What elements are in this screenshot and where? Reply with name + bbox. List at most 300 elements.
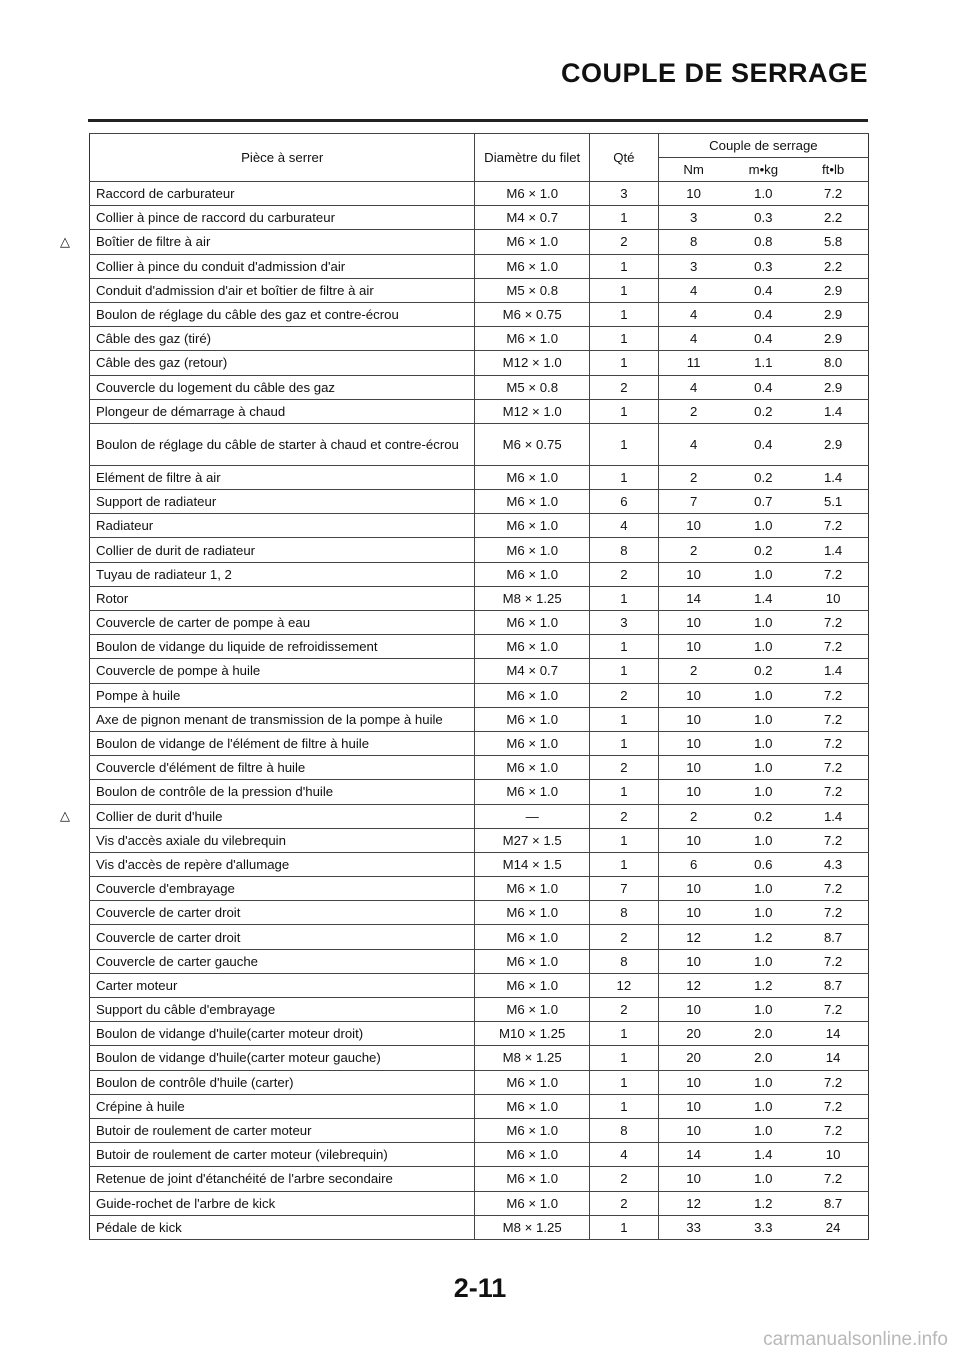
col-header-diameter: Diamètre du filet — [475, 134, 590, 182]
watermark: carmanualsonline.info — [763, 1329, 948, 1350]
cell-ftlb: 8.7 — [798, 1191, 868, 1215]
cell-ftlb: 7.2 — [798, 901, 868, 925]
cell-ftlb: 8.0 — [798, 351, 868, 375]
cell-ftlb: 2.2 — [798, 254, 868, 278]
table-row — [90, 1215, 869, 1239]
cell-diameter: M6 × 1.0 — [475, 877, 590, 901]
table-row — [90, 514, 869, 538]
cell-ftlb: 7.2 — [798, 707, 868, 731]
cell-ftlb: 8.7 — [798, 925, 868, 949]
cell-mkg: 1.0 — [728, 514, 798, 538]
cell-ftlb: 7.2 — [798, 780, 868, 804]
cell-part: Retenue de joint d'étanchéité de l'arbre secondaire — [90, 1167, 475, 1191]
cell-qty: 1 — [590, 327, 659, 351]
cell-part: Carter moteur — [90, 973, 475, 997]
cell-qty: 1 — [590, 635, 659, 659]
cell-nm: 14 — [658, 1143, 728, 1167]
cell-nm: 2 — [658, 538, 728, 562]
cell-mkg: 1.0 — [728, 756, 798, 780]
cell-diameter: M6 × 1.0 — [475, 780, 590, 804]
cell-qty: 1 — [590, 1070, 659, 1094]
cell-diameter: M6 × 1.0 — [475, 973, 590, 997]
cell-ftlb: 7.2 — [798, 562, 868, 586]
cell-mkg: 0.3 — [728, 206, 798, 230]
cell-part: Elément de filtre à air — [90, 465, 475, 489]
table-row — [90, 490, 869, 514]
cell-part: Collier de durit de radiateur — [90, 538, 475, 562]
cell-mkg: 0.4 — [728, 302, 798, 326]
page-title: COUPLE DE SERRAGE — [560, 58, 868, 88]
cell-nm: 10 — [658, 780, 728, 804]
cell-qty: 4 — [590, 514, 659, 538]
cell-diameter: M6 × 0.75 — [475, 423, 590, 465]
cell-part: Couvercle du logement du câble des gaz — [90, 375, 475, 399]
cell-ftlb: 7.2 — [798, 182, 868, 206]
cell-qty: 1 — [590, 852, 659, 876]
cell-ftlb: 10 — [798, 586, 868, 610]
cell-ftlb: 7.2 — [798, 611, 868, 635]
cell-part: Tuyau de radiateur 1, 2 — [90, 562, 475, 586]
cell-qty: 2 — [590, 375, 659, 399]
cell-qty: 3 — [590, 182, 659, 206]
cell-mkg: 1.0 — [728, 707, 798, 731]
cell-mkg: 1.4 — [728, 586, 798, 610]
table-row — [90, 877, 869, 901]
cell-qty: 6 — [590, 490, 659, 514]
table-row — [90, 586, 869, 610]
cell-part: Vis d'accès axiale du vilebrequin — [90, 828, 475, 852]
cell-mkg: 1.0 — [728, 182, 798, 206]
table-row — [90, 538, 869, 562]
cell-ftlb: 7.2 — [798, 828, 868, 852]
cell-nm: 14 — [658, 586, 728, 610]
cell-ftlb: 2.9 — [798, 423, 868, 465]
cell-qty: 2 — [590, 562, 659, 586]
cell-nm: 6 — [658, 852, 728, 876]
cell-nm: 10 — [658, 901, 728, 925]
cell-qty: 1 — [590, 659, 659, 683]
caution-triangle-icon: △ — [60, 233, 70, 249]
cell-nm: 7 — [658, 490, 728, 514]
cell-mkg: 3.3 — [728, 1215, 798, 1239]
cell-part: Boulon de vidange du liquide de refroidissement — [90, 635, 475, 659]
cell-mkg: 1.1 — [728, 351, 798, 375]
cell-qty: 2 — [590, 1167, 659, 1191]
cell-nm: 4 — [658, 278, 728, 302]
table-row — [90, 423, 869, 465]
cell-qty: 1 — [590, 351, 659, 375]
cell-mkg: 1.0 — [728, 683, 798, 707]
cell-nm: 10 — [658, 707, 728, 731]
table-row — [90, 1070, 869, 1094]
table-row — [90, 230, 869, 254]
cell-mkg: 1.0 — [728, 901, 798, 925]
cell-part: Boulon de vidange de l'élément de filtre à huile — [90, 731, 475, 755]
cell-qty: 4 — [590, 1143, 659, 1167]
cell-ftlb: 7.2 — [798, 877, 868, 901]
cell-ftlb: 1.4 — [798, 659, 868, 683]
cell-diameter: M6 × 1.0 — [475, 611, 590, 635]
cell-diameter: M6 × 1.0 — [475, 490, 590, 514]
cell-mkg: 2.0 — [728, 1022, 798, 1046]
cell-nm: 2 — [658, 804, 728, 828]
cell-nm: 2 — [658, 399, 728, 423]
table-row — [90, 1167, 869, 1191]
cell-mkg: 1.0 — [728, 1070, 798, 1094]
cell-diameter: M6 × 1.0 — [475, 756, 590, 780]
cell-part: Câble des gaz (tiré) — [90, 327, 475, 351]
cell-ftlb: 7.2 — [798, 949, 868, 973]
cell-diameter: M27 × 1.5 — [475, 828, 590, 852]
cell-nm: 10 — [658, 1118, 728, 1142]
cell-ftlb: 7.2 — [798, 998, 868, 1022]
table-row — [90, 852, 869, 876]
cell-nm: 4 — [658, 302, 728, 326]
cell-nm: 12 — [658, 1191, 728, 1215]
cell-diameter: M8 × 1.25 — [475, 1215, 590, 1239]
cell-diameter: M6 × 1.0 — [475, 635, 590, 659]
table-row — [90, 707, 869, 731]
table-row — [90, 206, 869, 230]
cell-ftlb: 8.7 — [798, 973, 868, 997]
cell-mkg: 1.0 — [728, 998, 798, 1022]
cell-qty: 2 — [590, 683, 659, 707]
cell-mkg: 1.0 — [728, 1094, 798, 1118]
cell-ftlb: 7.2 — [798, 514, 868, 538]
cell-diameter: M6 × 1.0 — [475, 731, 590, 755]
table-row — [90, 925, 869, 949]
cell-mkg: 0.4 — [728, 327, 798, 351]
cell-diameter: M12 × 1.0 — [475, 351, 590, 375]
table-row — [90, 327, 869, 351]
cell-nm: 12 — [658, 973, 728, 997]
cell-nm: 10 — [658, 1094, 728, 1118]
cell-qty: 2 — [590, 230, 659, 254]
col-header-qty: Qté — [590, 134, 659, 182]
cell-nm: 4 — [658, 423, 728, 465]
cell-ftlb: 5.8 — [798, 230, 868, 254]
cell-ftlb: 2.2 — [798, 206, 868, 230]
cell-qty: 3 — [590, 611, 659, 635]
cell-nm: 11 — [658, 351, 728, 375]
cell-mkg: 0.4 — [728, 375, 798, 399]
table-row — [90, 254, 869, 278]
cell-nm: 20 — [658, 1022, 728, 1046]
cell-ftlb: 10 — [798, 1143, 868, 1167]
table-row — [90, 1143, 869, 1167]
cell-part: Couvercle de carter droit — [90, 925, 475, 949]
cell-ftlb: 24 — [798, 1215, 868, 1239]
table-row — [90, 901, 869, 925]
cell-part: Couvercle de pompe à huile — [90, 659, 475, 683]
cell-ftlb: 7.2 — [798, 1118, 868, 1142]
cell-part: Collier de durit d'huile — [90, 804, 475, 828]
cell-diameter: M6 × 1.0 — [475, 707, 590, 731]
cell-diameter: M6 × 1.0 — [475, 182, 590, 206]
cell-diameter: M6 × 1.0 — [475, 514, 590, 538]
cell-nm: 10 — [658, 514, 728, 538]
cell-mkg: 1.2 — [728, 1191, 798, 1215]
cell-nm: 4 — [658, 327, 728, 351]
cell-nm: 10 — [658, 756, 728, 780]
cell-ftlb: 2.9 — [798, 375, 868, 399]
cell-qty: 1 — [590, 1215, 659, 1239]
page-number: 2-11 — [453, 1273, 507, 1303]
cell-mkg: 0.4 — [728, 278, 798, 302]
cell-diameter: M6 × 1.0 — [475, 230, 590, 254]
cell-ftlb: 7.2 — [798, 683, 868, 707]
cell-mkg: 1.0 — [728, 562, 798, 586]
cell-mkg: 1.0 — [728, 731, 798, 755]
cell-nm: 2 — [658, 659, 728, 683]
cell-diameter: M8 × 1.25 — [475, 1046, 590, 1070]
cell-mkg: 1.4 — [728, 1143, 798, 1167]
table-row — [90, 302, 869, 326]
caution-triangle-icon: △ — [60, 808, 70, 824]
cell-mkg: 0.2 — [728, 465, 798, 489]
cell-ftlb: 1.4 — [798, 538, 868, 562]
cell-mkg: 1.2 — [728, 925, 798, 949]
cell-part: Plongeur de démarrage à chaud — [90, 399, 475, 423]
cell-diameter: M14 × 1.5 — [475, 852, 590, 876]
cell-part: Butoir de roulement de carter moteur (vilebrequin) — [90, 1143, 475, 1167]
cell-ftlb: 2.9 — [798, 327, 868, 351]
cell-diameter: M6 × 0.75 — [475, 302, 590, 326]
cell-diameter: M4 × 0.7 — [475, 206, 590, 230]
table-row — [90, 949, 869, 973]
cell-diameter: M6 × 1.0 — [475, 1191, 590, 1215]
cell-diameter: M6 × 1.0 — [475, 1118, 590, 1142]
cell-mkg: 1.0 — [728, 1118, 798, 1142]
cell-nm: 3 — [658, 206, 728, 230]
cell-part: Crépine à huile — [90, 1094, 475, 1118]
cell-diameter: M12 × 1.0 — [475, 399, 590, 423]
cell-nm: 2 — [658, 465, 728, 489]
table-row — [90, 182, 869, 206]
cell-qty: 1 — [590, 206, 659, 230]
cell-qty: 1 — [590, 423, 659, 465]
cell-qty: 12 — [590, 973, 659, 997]
cell-diameter: M6 × 1.0 — [475, 538, 590, 562]
col-header-torque: Couple de serrage — [658, 134, 868, 158]
table-row — [90, 1046, 869, 1070]
cell-mkg: 1.0 — [728, 828, 798, 852]
cell-nm: 10 — [658, 731, 728, 755]
cell-mkg: 1.0 — [728, 949, 798, 973]
cell-mkg: 0.2 — [728, 538, 798, 562]
cell-nm: 10 — [658, 1070, 728, 1094]
cell-qty: 1 — [590, 1094, 659, 1118]
cell-part: Boulon de vidange d'huile(carter moteur droit) — [90, 1022, 475, 1046]
table-row — [90, 998, 869, 1022]
cell-mkg: 0.2 — [728, 804, 798, 828]
cell-nm: 10 — [658, 828, 728, 852]
cell-part: Vis d'accès de repère d'allumage — [90, 852, 475, 876]
cell-diameter: M6 × 1.0 — [475, 465, 590, 489]
cell-qty: 1 — [590, 399, 659, 423]
table-row — [90, 1191, 869, 1215]
cell-ftlb: 2.9 — [798, 302, 868, 326]
table-row — [90, 683, 869, 707]
cell-part: Couvercle d'élément de filtre à huile — [90, 756, 475, 780]
cell-part: Boulon de vidange d'huile(carter moteur gauche) — [90, 1046, 475, 1070]
cell-ftlb: 2.9 — [798, 278, 868, 302]
cell-diameter: M6 × 1.0 — [475, 562, 590, 586]
cell-ftlb: 5.1 — [798, 490, 868, 514]
cell-ftlb: 7.2 — [798, 731, 868, 755]
cell-mkg: 1.0 — [728, 877, 798, 901]
cell-diameter: M6 × 1.0 — [475, 1167, 590, 1191]
cell-diameter: M6 × 1.0 — [475, 901, 590, 925]
cell-ftlb: 7.2 — [798, 1094, 868, 1118]
cell-diameter: M5 × 0.8 — [475, 375, 590, 399]
cell-mkg: 1.0 — [728, 611, 798, 635]
cell-nm: 10 — [658, 998, 728, 1022]
cell-diameter: M6 × 1.0 — [475, 1094, 590, 1118]
cell-mkg: 0.3 — [728, 254, 798, 278]
cell-nm: 10 — [658, 949, 728, 973]
col-header-part: Pièce à serrer — [90, 134, 475, 182]
cell-ftlb: 7.2 — [798, 635, 868, 659]
cell-qty: 2 — [590, 925, 659, 949]
table-body — [90, 182, 869, 1240]
table-row — [90, 1118, 869, 1142]
cell-nm: 4 — [658, 375, 728, 399]
cell-part: Rotor — [90, 586, 475, 610]
table-row — [90, 351, 869, 375]
col-header-mkg: m•kg — [728, 158, 798, 182]
table-row — [90, 756, 869, 780]
cell-mkg: 0.7 — [728, 490, 798, 514]
cell-qty: 1 — [590, 278, 659, 302]
cell-qty: 1 — [590, 828, 659, 852]
cell-qty: 1 — [590, 707, 659, 731]
col-header-ftlb: ft•lb — [798, 158, 868, 182]
table-row — [90, 278, 869, 302]
cell-qty: 2 — [590, 1191, 659, 1215]
cell-ftlb: 1.4 — [798, 804, 868, 828]
cell-ftlb: 1.4 — [798, 465, 868, 489]
cell-ftlb: 1.4 — [798, 399, 868, 423]
cell-qty: 8 — [590, 901, 659, 925]
cell-mkg: 1.2 — [728, 973, 798, 997]
cell-nm: 8 — [658, 230, 728, 254]
cell-ftlb: 14 — [798, 1022, 868, 1046]
cell-diameter: M6 × 1.0 — [475, 327, 590, 351]
cell-ftlb: 7.2 — [798, 1167, 868, 1191]
cell-mkg: 0.8 — [728, 230, 798, 254]
table-row — [90, 1022, 869, 1046]
cell-qty: 1 — [590, 1046, 659, 1070]
cell-ftlb: 14 — [798, 1046, 868, 1070]
table-row — [90, 562, 869, 586]
cell-part: Couvercle de carter gauche — [90, 949, 475, 973]
cell-nm: 33 — [658, 1215, 728, 1239]
cell-qty: 2 — [590, 804, 659, 828]
cell-nm: 10 — [658, 562, 728, 586]
cell-nm: 3 — [658, 254, 728, 278]
cell-qty: 1 — [590, 302, 659, 326]
cell-nm: 20 — [658, 1046, 728, 1070]
cell-qty: 8 — [590, 1118, 659, 1142]
cell-mkg: 1.0 — [728, 1167, 798, 1191]
cell-part: Boulon de réglage du câble de starter à chaud et contre-écrou — [90, 423, 475, 465]
cell-part: Axe de pignon menant de transmission de la pompe à huile — [90, 707, 475, 731]
cell-nm: 10 — [658, 635, 728, 659]
cell-qty: 1 — [590, 586, 659, 610]
cell-diameter: M6 × 1.0 — [475, 1143, 590, 1167]
cell-diameter: M6 × 1.0 — [475, 254, 590, 278]
table-row — [90, 465, 869, 489]
cell-part: Butoir de roulement de carter moteur — [90, 1118, 475, 1142]
cell-part: Collier à pince de raccord du carburateur — [90, 206, 475, 230]
cell-diameter: M10 × 1.25 — [475, 1022, 590, 1046]
cell-part: Support de radiateur — [90, 490, 475, 514]
cell-qty: 8 — [590, 538, 659, 562]
cell-mkg: 2.0 — [728, 1046, 798, 1070]
cell-part: Radiateur — [90, 514, 475, 538]
cell-part: Support du câble d'embrayage — [90, 998, 475, 1022]
cell-mkg: 0.4 — [728, 423, 798, 465]
cell-mkg: 0.2 — [728, 399, 798, 423]
cell-part: Guide-rochet de l'arbre de kick — [90, 1191, 475, 1215]
cell-diameter: M6 × 1.0 — [475, 949, 590, 973]
cell-mkg: 0.6 — [728, 852, 798, 876]
table-row — [90, 780, 869, 804]
col-header-nm: Nm — [658, 158, 728, 182]
header-rule — [88, 119, 868, 122]
cell-part: Couvercle de carter droit — [90, 901, 475, 925]
table-row — [90, 635, 869, 659]
table-row — [90, 804, 869, 828]
cell-diameter: M6 × 1.0 — [475, 998, 590, 1022]
table-row — [90, 611, 869, 635]
table-row — [90, 375, 869, 399]
cell-qty: 1 — [590, 780, 659, 804]
cell-qty: 2 — [590, 756, 659, 780]
cell-part: Collier à pince du conduit d'admission d'air — [90, 254, 475, 278]
cell-qty: 1 — [590, 254, 659, 278]
cell-qty: 1 — [590, 731, 659, 755]
cell-part: Raccord de carburateur — [90, 182, 475, 206]
cell-part: Boulon de contrôle de la pression d'huile — [90, 780, 475, 804]
cell-ftlb: 7.2 — [798, 1070, 868, 1094]
cell-nm: 10 — [658, 182, 728, 206]
cell-qty: 1 — [590, 1022, 659, 1046]
cell-part: Pompe à huile — [90, 683, 475, 707]
cell-diameter: M8 × 1.25 — [475, 586, 590, 610]
cell-qty: 8 — [590, 949, 659, 973]
cell-qty: 1 — [590, 465, 659, 489]
cell-qty: 7 — [590, 877, 659, 901]
cell-part: Boulon de réglage du câble des gaz et contre-écrou — [90, 302, 475, 326]
cell-ftlb: 7.2 — [798, 756, 868, 780]
table-row — [90, 973, 869, 997]
cell-ftlb: 4.3 — [798, 852, 868, 876]
table-row — [90, 1094, 869, 1118]
cell-diameter: M4 × 0.7 — [475, 659, 590, 683]
cell-nm: 10 — [658, 877, 728, 901]
cell-diameter: M6 × 1.0 — [475, 925, 590, 949]
cell-diameter: M6 × 1.0 — [475, 683, 590, 707]
cell-part: Couvercle de carter de pompe à eau — [90, 611, 475, 635]
cell-diameter: M6 × 1.0 — [475, 1070, 590, 1094]
cell-part: Boulon de contrôle d'huile (carter) — [90, 1070, 475, 1094]
cell-part: Conduit d'admission d'air et boîtier de filtre à air — [90, 278, 475, 302]
cell-part: Couvercle d'embrayage — [90, 877, 475, 901]
cell-nm: 12 — [658, 925, 728, 949]
table-row — [90, 828, 869, 852]
